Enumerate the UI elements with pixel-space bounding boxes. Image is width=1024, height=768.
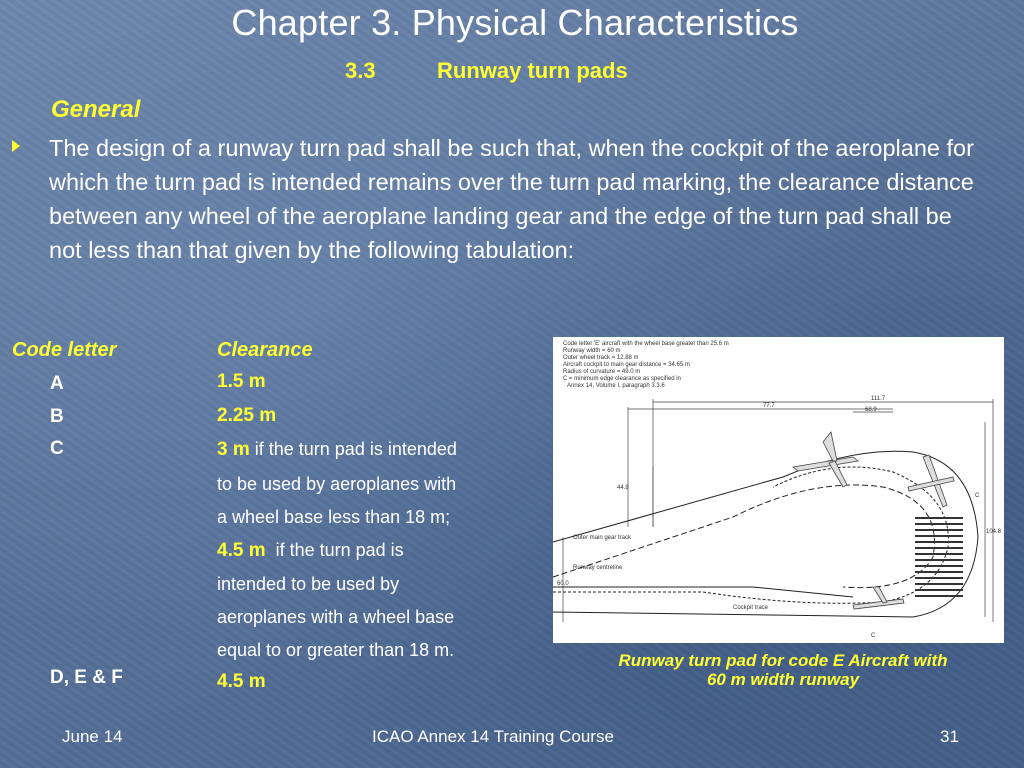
body-paragraph: The design of a runway turn pad shall be such that, when the cockpit of the aeroplane for which the turn pad is intended remains over the turn pad marking, the clearance distance between any wheel of the aeroplane landing gear and the edge of the turn pad shall be not less than that given by the following tabulation: bbox=[49, 135, 974, 263]
code-a: A bbox=[50, 373, 64, 394]
code-letter-header: Code letter bbox=[12, 339, 117, 361]
clearance-def: 4.5 m bbox=[217, 671, 266, 693]
diagram-note: Code letter 'E' aircraft with the wheel base greater than 25.6 m bbox=[563, 341, 729, 347]
diagram-note: Aircraft cockpit to main gear distance = 34.65 m bbox=[563, 362, 690, 368]
footer-page-number: 31 bbox=[940, 727, 959, 746]
section-number: 3.3 bbox=[345, 58, 376, 83]
dim-68: 68.9 bbox=[865, 407, 877, 413]
clearance-column bbox=[217, 366, 537, 700]
label-c-right: C bbox=[975, 493, 980, 499]
diagram-note: Outer wheel track = 12.88 m bbox=[563, 355, 639, 361]
clearance-c-note2-line4: equal to or greater than 18 m. bbox=[217, 639, 455, 660]
code-c: C bbox=[50, 438, 64, 459]
clearance-a: 1.5 m bbox=[217, 371, 266, 392]
diagram-note: Runway width = 60 m bbox=[563, 348, 621, 354]
slide-title: Chapter 3. Physical Characteristics bbox=[231, 2, 799, 43]
clearance-c-note2: if the turn pad is bbox=[265, 539, 404, 560]
caption-line-1: Runway turn pad for code E Aircraft with bbox=[618, 651, 948, 670]
label-c-bottom: C bbox=[871, 633, 876, 639]
clearance-c-note2-line3: aeroplanes with a wheel base bbox=[217, 606, 455, 627]
diagram-note: C = minimum edge clearance as specified in bbox=[563, 376, 681, 382]
aircraft-icon bbox=[793, 432, 954, 609]
code-def: D, E & F bbox=[50, 667, 123, 688]
diagram-note: Radius of curvature = 49.0 m bbox=[563, 369, 641, 375]
label-cockpit-trace: Cockpit trace bbox=[733, 605, 769, 611]
dim-77: 77.7 bbox=[763, 403, 775, 409]
bullet-arrow-icon bbox=[12, 140, 20, 152]
section-subtitle bbox=[345, 58, 628, 84]
clearance-c-note2-line2: intended to be used by bbox=[217, 574, 400, 595]
section-name: Runway turn pads bbox=[437, 58, 628, 83]
clearance-c-note1-line2: to be used by aeroplanes with bbox=[217, 474, 457, 495]
caption-line-2: 60 m width runway bbox=[706, 670, 860, 689]
dim-111: 111.7 bbox=[871, 396, 886, 402]
footer-date: June 14 bbox=[62, 727, 123, 746]
label-outer-track: Outer main gear track bbox=[573, 535, 632, 541]
general-heading: General bbox=[51, 96, 141, 123]
clearance-c-note1-line3: a wheel base less than 18 m; bbox=[217, 506, 451, 527]
diagram-caption bbox=[553, 651, 1013, 689]
label-centreline: Runway centreline bbox=[573, 565, 623, 571]
footer-course: ICAO Annex 14 Training Course bbox=[372, 727, 614, 746]
clearance-c-note1: if the turn pad is intended bbox=[249, 439, 457, 460]
clearance-c-value1: 3 m bbox=[217, 439, 250, 461]
code-b: B bbox=[50, 406, 64, 427]
dim-60: 60.0 bbox=[557, 581, 569, 587]
clearance-c-value2: 4.5 m bbox=[217, 539, 266, 561]
dim-104: 104.8 bbox=[986, 529, 1002, 535]
turn-pad-diagram bbox=[553, 337, 1004, 643]
diagram-note: Annex 14, Volume I, paragraph 3.3.6 bbox=[567, 383, 665, 389]
clearance-header: Clearance bbox=[217, 339, 313, 361]
dim-44: 44.8 bbox=[617, 485, 629, 491]
turn-pad-drawing bbox=[553, 337, 1004, 643]
clearance-b: 2.25 m bbox=[217, 404, 277, 426]
diagram-notes bbox=[563, 341, 729, 389]
